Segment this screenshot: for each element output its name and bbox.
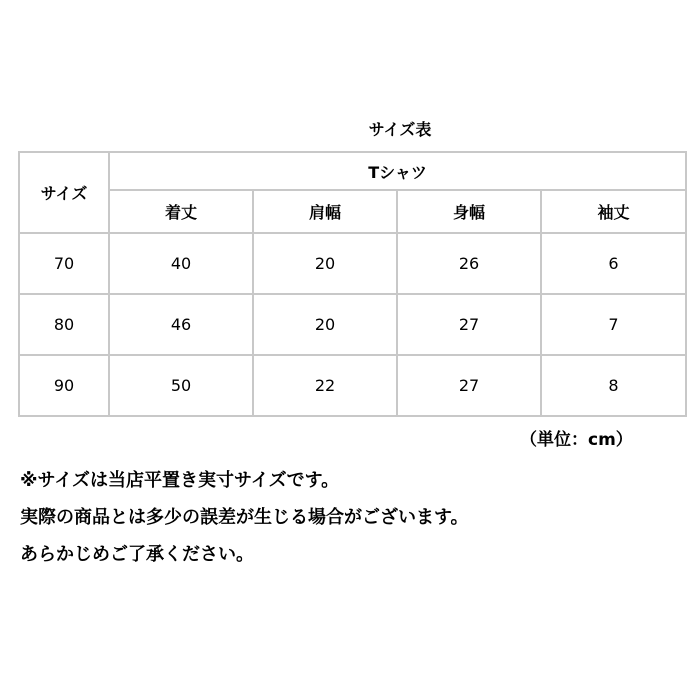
table-title: サイズ表 (368, 120, 432, 139)
size-cell: 80 (19, 294, 109, 355)
tshirt-header: Tシャツ (109, 152, 686, 190)
size-cell: 70 (19, 233, 109, 294)
value-cell: 46 (109, 294, 253, 355)
size-cell: 90 (19, 355, 109, 416)
value-cell: 40 (109, 233, 253, 294)
note-line: 実際の商品とは多少の誤差が生じる場合がございます。 (20, 507, 469, 528)
value-cell: 8 (541, 355, 686, 416)
value-cell: 20 (253, 233, 397, 294)
value-cell: 27 (397, 355, 541, 416)
value-cell: 27 (397, 294, 541, 355)
size-table (18, 151, 687, 417)
notes-block (20, 462, 690, 573)
column-header-length: 着丈 (109, 190, 253, 233)
value-cell: 20 (253, 294, 397, 355)
note-line: あらかじめご了承ください。 (20, 544, 254, 565)
column-header-shoulder: 肩幅 (253, 190, 397, 233)
table-row (19, 233, 686, 294)
table-row (19, 355, 686, 416)
column-header-chest: 身幅 (397, 190, 541, 233)
value-cell: 26 (397, 233, 541, 294)
size-header: サイズ (19, 152, 109, 233)
value-cell: 6 (541, 233, 686, 294)
table-row (19, 294, 686, 355)
value-cell: 7 (541, 294, 686, 355)
value-cell: 50 (109, 355, 253, 416)
note-line: ※サイズは当店平置き実寸サイズです。 (20, 470, 340, 491)
value-cell: 22 (253, 355, 397, 416)
unit-note: （単位：cm） (520, 430, 633, 450)
column-header-sleeve: 袖丈 (541, 190, 686, 233)
